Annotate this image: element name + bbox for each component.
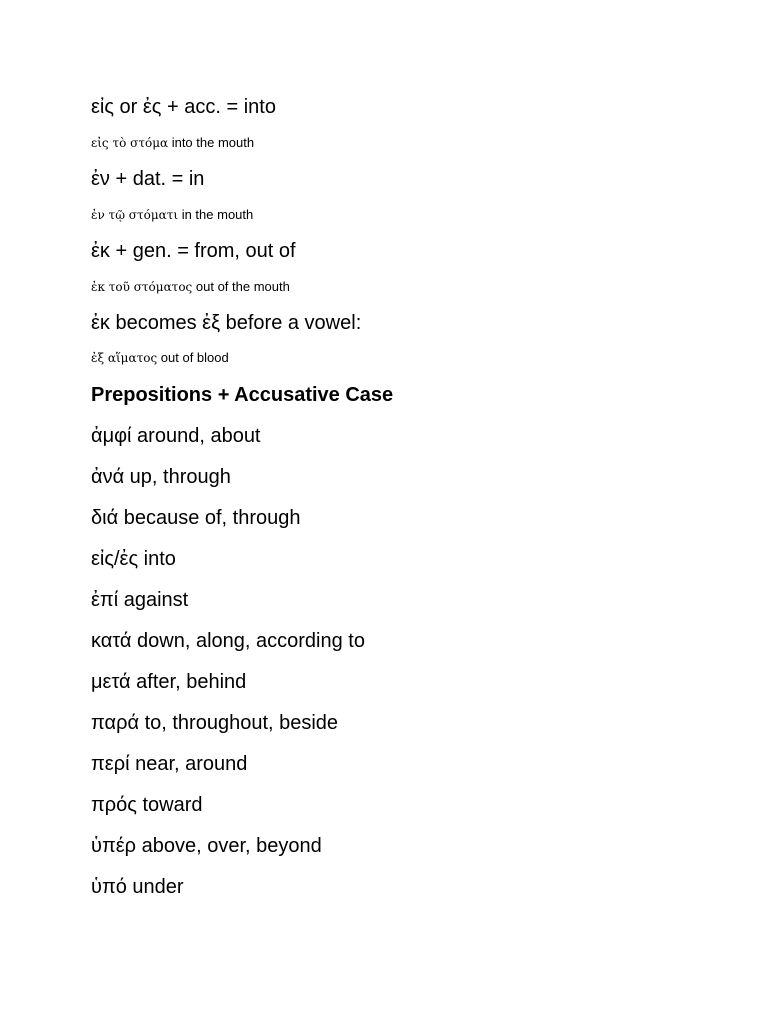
example-gloss: into the mouth: [168, 135, 255, 150]
preposition-entry: κατά down, along, according to: [91, 630, 365, 652]
preposition-entry: παρά to, throughout, beside: [91, 712, 339, 734]
preposition-entry: εἰς/ἐς into: [91, 548, 176, 570]
rule-line: ἐκ becomes ἐξ before a vowel:: [91, 312, 362, 334]
example-line: [91, 208, 253, 221]
preposition-entry: ὑπό under: [91, 876, 184, 898]
example-greek: ἐν τῷ στόματι: [91, 208, 179, 222]
example-line: [91, 351, 229, 364]
preposition-entry: ἀνά up, through: [91, 466, 231, 488]
example-greek: εἰς τὸ στόμα: [91, 136, 169, 150]
example-greek: ἐκ τοῦ στόματος: [91, 280, 193, 294]
example-greek: ἐξ αἵματος: [91, 351, 158, 365]
example-line: [91, 280, 290, 293]
example-line: [91, 136, 254, 149]
example-gloss: out of the mouth: [192, 279, 290, 294]
preposition-entry: ἐπί against: [91, 589, 189, 611]
preposition-entry: ὑπέρ above, over, beyond: [91, 835, 322, 857]
preposition-entry: πρός toward: [91, 794, 203, 816]
rule-line: ἐκ + gen. = from, out of: [91, 240, 296, 262]
rule-line: ἐν + dat. = in: [91, 168, 205, 190]
preposition-entry: διά because of, through: [91, 507, 301, 529]
example-gloss: in the mouth: [178, 207, 254, 222]
example-gloss: out of blood: [157, 350, 229, 365]
preposition-entry: μετά after, behind: [91, 671, 247, 693]
rule-line: εἰς or ἐς + acc. = into: [91, 96, 276, 118]
preposition-entry: ἀμφί around, about: [91, 425, 261, 447]
section-heading: Prepositions + Accusative Case: [91, 384, 394, 406]
preposition-entry: περί near, around: [91, 753, 248, 775]
